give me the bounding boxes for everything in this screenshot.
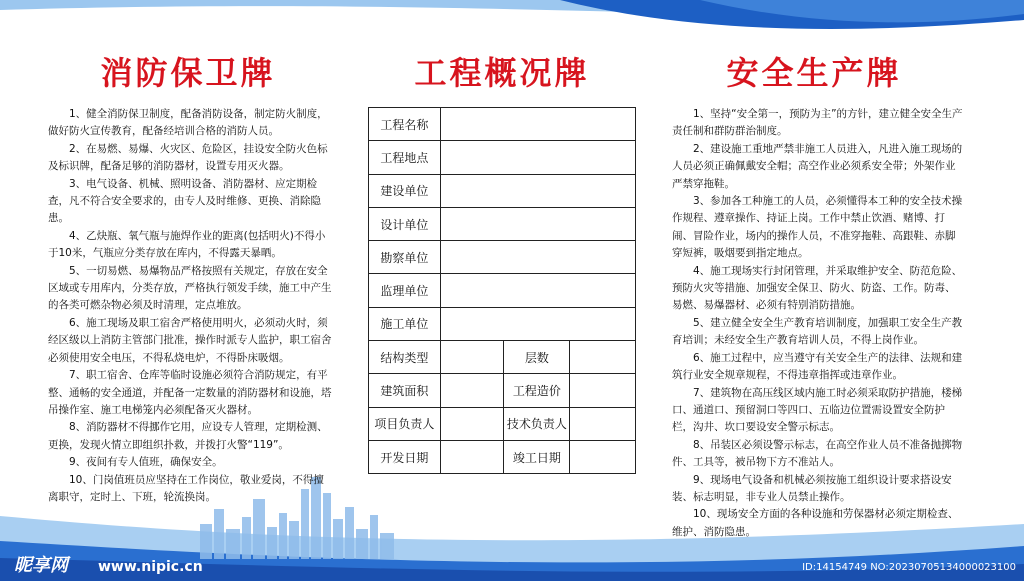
fire-rule-item: 9、夜间有专人值班，确保安全。 — [69, 456, 223, 469]
fire-rule-item: 8、消防器材不得挪作它用，应设专人管理，定期检测、更换，发现火情立即组织扑救，并拨打火警“119”。 — [48, 421, 328, 451]
field-value-cell — [440, 207, 635, 240]
field-value-cell — [440, 341, 504, 374]
safety-rule-item: 5、建立健全安全生产教育培训制度，加强职工安全生产教育培训；未经安全生产教育培训人员，不得上岗作业。 — [672, 316, 963, 347]
fire-rule-item: 7、职工宿舍、仓库等临时设施必须符合消防规定，有平整、通畅的安全通道，并配备一定数量的消防器材和设施，塔吊操作室、施工电梯笼内必须配备灭火器材。 — [48, 369, 332, 416]
field-value-cell — [440, 274, 635, 307]
image-id-text: ID:14154749 NO:20230705134000023100 — [802, 562, 1016, 573]
fire-rule-item: 6、施工现场及职工宿舍严格使用明火，必须动火时，须经区级以上消防主管部门批准，操作时派专人监护，职工宿舍必须使用安全电压，不得私烧电炉，不得卧床吸烟。 — [48, 316, 332, 364]
field-value-cell — [440, 307, 635, 340]
field-value-cell — [570, 440, 636, 473]
overview-row — [369, 341, 636, 374]
field-label: 建设单位 — [369, 174, 441, 207]
fire-rule-item: 4、乙炔瓶、氧气瓶与施焊作业的距离(包括明火)不得小于10米，气瓶应分类存放在库内，不得露天暴晒。 — [48, 229, 326, 260]
field-label: 勘察单位 — [369, 241, 441, 274]
safety-production-rules — [672, 106, 964, 541]
safety-rule-item: 7、建筑物在高压线区域内施工时必须采取防护措施，楼梯口、通道口、预留洞口等四口、五临边位置需设置安全防护栏，沟井、坎口要设安全警示标志。 — [672, 386, 963, 434]
field-label: 开发日期 — [369, 440, 441, 473]
site-logo: 昵享网 — [14, 555, 68, 576]
safety-rule-item: 3、参加各工种施工的人员，必须懂得本工种的安全技术操作规程、遵章操作、持证上岗。工作中禁止饮酒、赌博、打闹、冒险作业，场内的操作人员，不准穿拖鞋、高跟鞋、赤脚穿短裤，吸烟要到指定地点。 — [672, 195, 963, 260]
field-label: 技术负责人 — [504, 407, 570, 440]
field-label: 工程名称 — [369, 108, 441, 141]
project-overview-title: 工程概况牌 — [414, 54, 590, 92]
safety-rule-item: 6、施工过程中，应当遵守有关安全生产的法律、法规和建筑行业安全规章规程，不得违章指挥或违章作业。 — [672, 351, 963, 382]
overview-row — [369, 141, 636, 174]
field-label: 设计单位 — [369, 207, 441, 240]
field-value-cell — [440, 440, 504, 473]
site-url: www.nipic.cn — [98, 559, 203, 575]
field-label: 工程造价 — [504, 374, 570, 407]
field-value-cell — [440, 174, 635, 207]
fire-rule-item: 2、在易燃、易爆、火灾区、危险区，挂设安全防火色标及标识牌，配备足够的消防器材，设置专用灭火器。 — [48, 142, 328, 173]
field-value-cell — [570, 374, 636, 407]
safety-production-title: 安全生产牌 — [726, 54, 902, 92]
overview-row — [369, 407, 636, 440]
overview-row — [369, 374, 636, 407]
field-label: 建筑面积 — [369, 374, 441, 407]
fire-rule-item: 5、一切易燃、易爆物品严格按照有关规定，存放在安全区域或专用库内，分类存放，严格执行领发手续，施工中产生的各类可燃杂物必须及时清理，定点堆放。 — [48, 264, 332, 312]
overview-row — [369, 241, 636, 274]
overview-row — [369, 174, 636, 207]
field-label: 层数 — [504, 341, 570, 374]
fire-safety-title: 消防保卫牌 — [100, 54, 276, 92]
fire-rule-item: 10、门岗值班员应坚持在工作岗位，敬业爱岗，不得擅离职守，定时上、下班，轮流换岗。 — [48, 473, 324, 503]
field-value-cell — [570, 341, 636, 374]
field-value-cell — [570, 407, 636, 440]
fire-rule-item: 3、电气设备、机械、照明设备、消防器材、应定期检查，凡不符合安全要求的，由专人及时维修、更换、消除隐患。 — [48, 177, 321, 225]
field-label: 监理单位 — [369, 274, 441, 307]
field-value-cell — [440, 108, 635, 141]
overview-row — [369, 307, 636, 340]
overview-row — [369, 108, 636, 141]
field-value-cell — [440, 241, 635, 274]
safety-rule-item: 10、现场安全方面的各种设施和劳保器材必须定期检查、维护、消防隐患。 — [672, 508, 959, 538]
overview-row — [369, 207, 636, 240]
safety-rule-item: 1、坚持“安全第一，预防为主”的方针，建立健全安全生产责任制和群防群治制度。 — [672, 108, 963, 138]
field-label: 结构类型 — [369, 341, 441, 374]
fire-safety-rules — [48, 106, 332, 506]
field-value-cell — [440, 141, 635, 174]
field-label: 竣工日期 — [504, 440, 570, 473]
safety-rule-item: 8、吊装区必须设警示标志，在高空作业人员不准备抛掷物件、工具等，被吊物下方不准站人。 — [672, 438, 963, 469]
fire-rule-item: 1、健全消防保卫制度，配备消防设备，制定防火制度，做好防火宣传教育，配备经培训合格的消防人员。 — [48, 108, 328, 138]
safety-rule-item: 2、建设施工重地严禁非施工人员进入，凡进入施工现场的人员必须正确佩戴安全帽；高空作业必须系安全带；外架作业严禁穿拖鞋。 — [672, 142, 963, 190]
field-value-cell — [440, 407, 504, 440]
safety-rule-item: 9、现场电气设备和机械必须按施工组织设计要求搭设安装、标志明显，非专业人员禁止操作。 — [672, 473, 952, 503]
project-overview-table — [368, 107, 636, 474]
field-label: 工程地点 — [369, 141, 441, 174]
safety-rule-item: 4、施工现场实行封闭管理，并采取维护安全、防范危险、预防火灾等措施、加强安全保卫、防火、防盗、工作。防毒、易燃、易爆器材、必须有特别消防措施。 — [672, 264, 963, 312]
field-label: 施工单位 — [369, 307, 441, 340]
field-value-cell — [440, 374, 504, 407]
overview-row — [369, 274, 636, 307]
field-label: 项目负责人 — [369, 407, 441, 440]
overview-row — [369, 440, 636, 473]
